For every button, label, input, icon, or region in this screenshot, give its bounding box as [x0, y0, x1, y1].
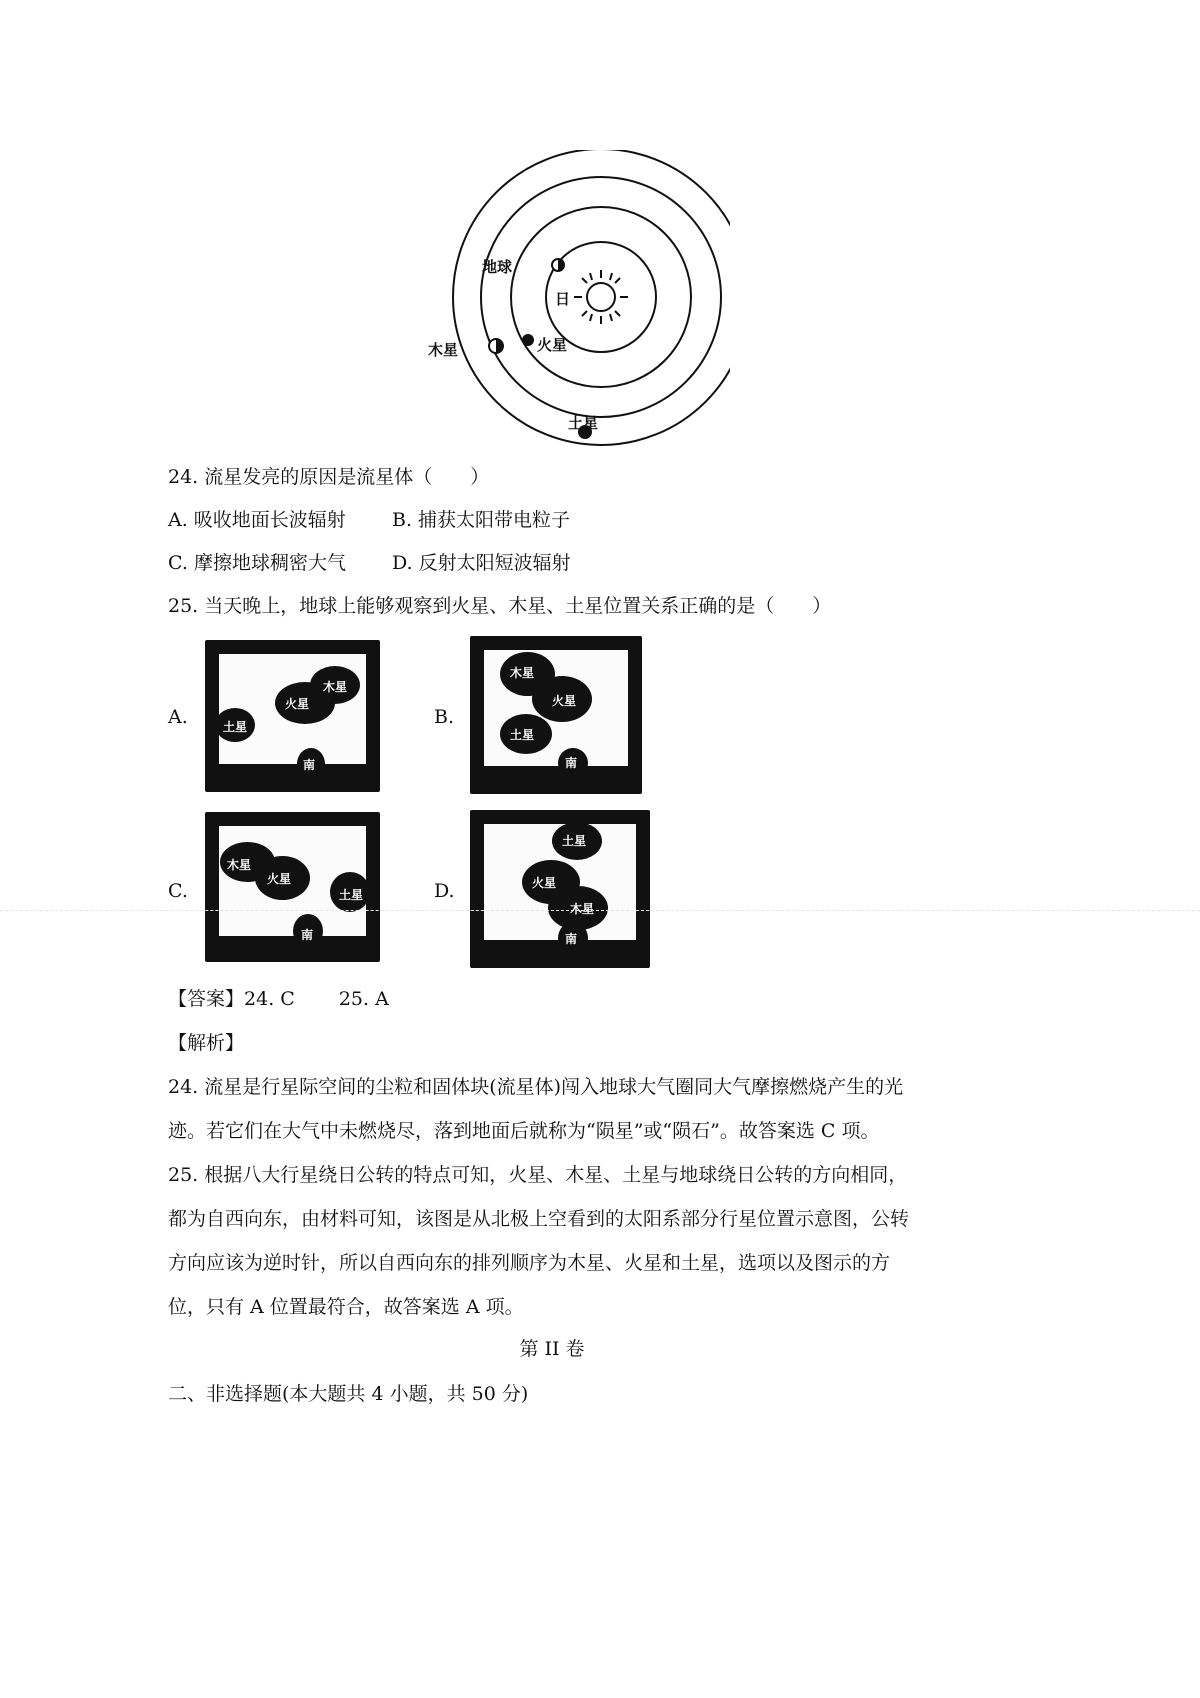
analysis-line-2: 迹。若它们在大气中未燃烧尽，落到地面后就称为“陨星”或“陨石”。故答案选 C 项。: [168, 1120, 880, 1142]
q25-c-jupiter-label: 木星: [227, 858, 252, 872]
analysis-line-1: 24. 流星是行星际空间的尘粒和固体块(流星体)闯入地球大气圈同大气摩擦燃烧产生的光: [168, 1076, 904, 1098]
q25-a-south-label: 南: [303, 758, 316, 772]
mars-label: 火星: [537, 336, 568, 354]
analysis-line-3: 25. 根据八大行星绕日公转的特点可知，火星、木星、土星与地球绕日公转的方向相同，: [168, 1164, 908, 1186]
q24-option-c: C. 摩擦地球稠密大气: [168, 552, 346, 574]
q25-c-saturn-label: 土星: [339, 888, 364, 902]
q25-b-south-label: 南: [565, 756, 578, 770]
q25-a-saturn-label: 土星: [223, 720, 248, 734]
analysis-line-5: 方向应该为逆时针，所以自西向东的排列顺序为木星、火星和土星，选项以及图示的方: [168, 1252, 891, 1274]
q24-option-d: D. 反射太阳短波辐射: [392, 552, 571, 574]
q24-stem: 24. 流星发亮的原因是流星体（ ）: [168, 466, 490, 488]
q25-d-jupiter-label: 木星: [570, 902, 595, 916]
q25-a-jupiter-label: 木星: [323, 680, 348, 694]
answer-line: [168, 990, 389, 1009]
q25-option-c-panel: [205, 812, 380, 962]
earth-label: 地球: [482, 258, 513, 276]
q25-option-c-letter: C.: [168, 880, 188, 902]
saturn-label: 土星: [568, 414, 599, 432]
q25-option-b-letter: B.: [434, 706, 455, 728]
answer-heading: 【答案】: [168, 988, 245, 1010]
answer-text: 24. C 25. A: [244, 988, 389, 1010]
page-divider: [0, 910, 1200, 911]
q25-c-mars-label: 火星: [267, 872, 292, 886]
solar-system-diagram: [430, 150, 730, 450]
q25-a-mars-label: 火星: [285, 697, 310, 711]
sun-label: 日: [555, 290, 571, 308]
part2-section-heading: 二、非选择题(本大题共 4 小题，共 50 分): [168, 1383, 529, 1405]
q24-option-b: B. 捕获太阳带电粒子: [392, 509, 571, 531]
q24-option-a: A. 吸收地面长波辐射: [168, 509, 346, 531]
analysis-line-4: 都为自西向东，由材料可知，该图是从北极上空看到的太阳系部分行星位置示意图，公转: [168, 1208, 910, 1230]
q25-option-b-panel: [470, 636, 642, 794]
q25-stem: 25. 当天晚上，地球上能够观察到火星、木星、土星位置关系正确的是（ ）: [168, 595, 832, 617]
q25-option-a-letter: A.: [168, 706, 188, 728]
q25-option-a-panel: [205, 640, 380, 792]
q25-b-mars-label: 火星: [552, 694, 577, 708]
q25-b-saturn-label: 土星: [510, 728, 535, 742]
q25-d-mars-label: 火星: [532, 876, 557, 890]
q25-d-south-label: 南: [565, 932, 578, 946]
q25-d-saturn-label: 土星: [562, 834, 587, 848]
q25-c-south-label: 南: [301, 928, 314, 942]
mars-icon: [522, 334, 534, 346]
q25-option-d-panel: [470, 810, 650, 968]
q25-option-d-letter: D.: [434, 880, 455, 902]
sun-icon: [574, 270, 628, 324]
jupiter-label: 木星: [428, 341, 459, 359]
analysis-heading: 【解析】: [168, 1032, 245, 1054]
part2-title: 第 II 卷: [519, 1338, 585, 1360]
q25-b-jupiter-label: 木星: [510, 666, 535, 680]
analysis-line-6: 位，只有 A 位置最符合，故答案选 A 项。: [168, 1296, 524, 1318]
